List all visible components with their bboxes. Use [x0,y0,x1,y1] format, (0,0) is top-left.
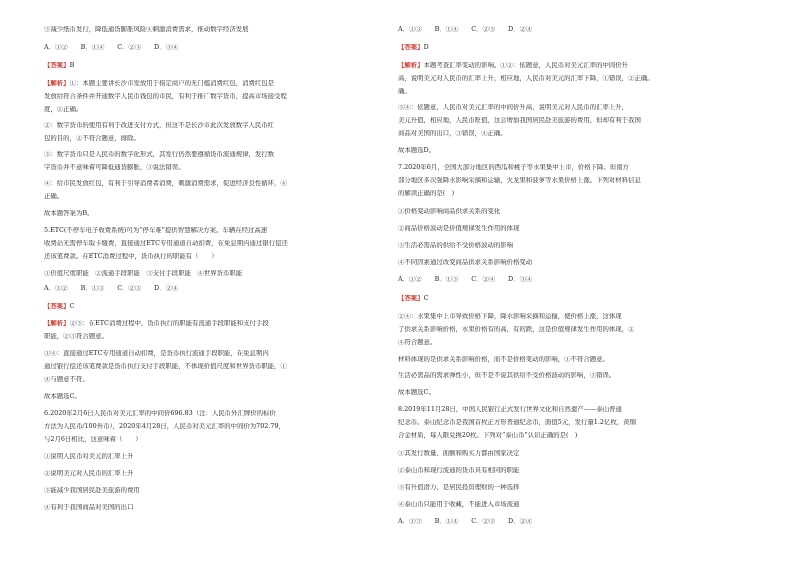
answer-label: 【答案】 [398,295,424,302]
right-line: 8.2019年11月28日，中国人民银行正式发行世界文化和自然遗产——泰山普通 [398,406,622,413]
right-line: 了供求关系影响价格，水果价格有的高，有的跌，这是价值规律发生作用的体现，② [398,326,635,333]
left-line [44,80,274,87]
left-line: 6.2020年2月6日人民币对美元汇率的中间价696.83（注：人民币外汇牌价的标价 [44,410,276,417]
right-line: ④不同因素通过改变商品供求关系影响价格变动 [398,259,533,266]
left-line: ③能减少我国居民赴美旅游的费用 [44,487,140,494]
right-line: ②④：水果集中上市导致价格下降，降水影响采摘和运输，使价格上涨，这体现 [398,313,622,320]
right-line: 部分地区多次强降水影响采摘和运输，火龙果和菠萝等水果价格上涨。下列对材料信息 [398,177,641,184]
right-line: ③有升值潜力，是居民投资理财的一种选择 [398,484,520,491]
right-line: 高，说明美元对人民币的汇率上升，相应地，人民币对美元的汇率下降，①错误，②正确。 [398,75,654,82]
left-line: ④与题意不符。 [44,376,89,383]
left-line: ③减少纸币发行，降低通货膨胀风险④刺激消费需求，推动数字经济发展 [44,26,249,33]
left-line: A．①② B．①③ C．②③ D．②④ [44,285,179,292]
answer-label: 【答案】 [44,303,70,310]
answer-value: D [423,44,429,51]
analysis-text: 本题考查汇率变动的影响。①②：依题意，人民币对美元汇率的中间价升 [423,62,629,69]
left-line: A．①② B．①④ C．②③ D．③④ [44,44,179,51]
left-line: 发放给符合条件并开通数字人民币钱包的市民，有利于推广数字货币，提高市场接受程 [44,93,287,100]
right-line: ②商品价格波动是价值规律发生作用的体现 [398,225,520,232]
left-line: 5.ETC(不停车电子收费系统)可为“停车难”提供智慧解决方案。车辆在经过高速 [44,227,268,234]
left-line: 故本题选C。 [44,393,81,400]
right-line: 7.2020年6月，全国大部分地区的西瓜和桃子等水果集中上市，价格下降。但南方 [398,164,629,171]
left-line: ①价值尺度职能 ②流通手段职能 ③支付手段职能 ④世界货币职能 [44,270,243,277]
right-line: 故本题选D。 [398,147,436,154]
left-line: 方法为人民币/100外币），2020年4月28日，人民币对美元汇率的中间价为702.79， [44,423,285,430]
right-line: 材料体现的是供求关系影响价格，而不是价格变动的影响，①不符合题意。 [398,356,609,363]
right-line: A．①③ B．①④ C．②③ D．②④ [398,26,533,33]
right-line: 的解读正确的是( ) [398,190,455,197]
left-line: 通过银行偿还该笔费款是货币执行支付手段职能，不体现价值尺度和世界货币职能，① [44,363,287,370]
left-line: 字货币并不意味着可降低通货膨胀，③说法错误。 [44,164,185,171]
right-line [398,44,429,51]
right-line: A．①③ B．①④ C．②③ D．②④ [398,518,533,525]
left-line: 职能，②③符合题意。 [44,333,108,340]
right-line: 商品对美国的出口，③错误，④正确。 [398,130,507,137]
right-line: 合金材质，每人限兑换20枚。下列对“泰山币”认识正确的是( ) [398,432,578,439]
left-line: ④：给市民发放红包，有利于引导消费者消费，刺激消费需求，促进经济良性循环，④ [44,180,287,187]
left-line: 收费站无需停车取卡缴费，直接通过ETC专用通道自动扣费，在免息期内通过银行偿还 [44,240,288,247]
analysis-text: ①：本题主要讲长沙市发放用于指定商户的无门槛消费红包，消费红包是 [69,80,275,87]
left-line: 还该笔费款。在ETC消费过程中，货币执行的职能有（ ） [44,253,218,260]
right-line: 纪念币。泰山纪念币是我国首枚正方形普通纪念币，面值5元，发行量1.2亿枚，黄铜 [398,419,636,426]
left-line [44,320,269,327]
left-line [44,62,74,69]
analysis-label: 【解析】 [398,62,424,69]
left-line: ②说明美元对人民币的汇率上升 [44,470,134,477]
left-line: ④有利于我国商品对美国的出口 [44,504,134,511]
right-line: 生活必需品的需求弹性小，但不是不说其供给不受价格波动的影响，③错误。 [398,372,616,379]
left-line: 故本题答案为B。 [44,210,94,217]
right-line: A．①② B．①③ C．②④ D．③④ [398,276,533,283]
left-line: ②：数字货币的使用有利于改进支付方式，但这不是长沙市此次发放数字人民币红 [44,122,275,129]
answer-value: C [423,295,429,302]
right-line: 美元升值，相应地，人民币贬值，这会增加我国居民赴美旅游的费用，但却有利于我国 [398,117,641,124]
right-line [398,295,428,302]
right-line: ①价格变动影响商品供求关系的变化 [398,208,501,215]
right-line: 确。 [398,88,411,95]
left-line: ①说明人民币对美元的汇率上升 [44,453,134,460]
right-line: ④符合题意。 [398,339,437,346]
right-line: 故本题选C。 [398,389,435,396]
left-line: 度，①正确。 [44,106,83,113]
analysis-label: 【解析】 [44,80,70,87]
right-line: ③④：依题意，人民币对美元汇率的中间价升高，说明美元对人民币的汇率上升， [398,104,629,111]
left-line: 正确。 [44,193,64,200]
left-line: ①④：直接通过ETC专用通道自动扣费，是货币执行流通手段职能，在免息期内 [44,350,269,357]
left-line: 包的目的，②不符合题意，排除。 [44,135,140,142]
left-line: ③：数字货币只是人民币的数字化形式，其发行仍然要遵循货币流通规律，发行数 [44,151,275,158]
right-line [398,62,628,69]
answer-label: 【答案】 [44,62,70,69]
analysis-label: 【解析】 [44,320,70,327]
answer-value: C [69,303,75,310]
answer-label: 【答案】 [398,44,424,51]
right-line: ③生活必需品的供给不受价格波动的影响 [398,242,514,249]
answer-value: B [69,62,75,69]
left-line [44,303,74,310]
right-line: ①其发行数量、面额和购买力都由国家决定 [398,450,520,457]
right-line: ②泰山币和现行流通的货币具有相同的职能 [398,467,520,474]
analysis-text: ②③：在ETC消费过程中，货币执行的职能有流通手段职能和支付手段 [69,320,269,327]
left-line: 与2月6日相比，这意味着（ ） [44,436,142,443]
right-line: ④泰山币只能用于收藏，不能进入市场流通 [398,501,520,508]
